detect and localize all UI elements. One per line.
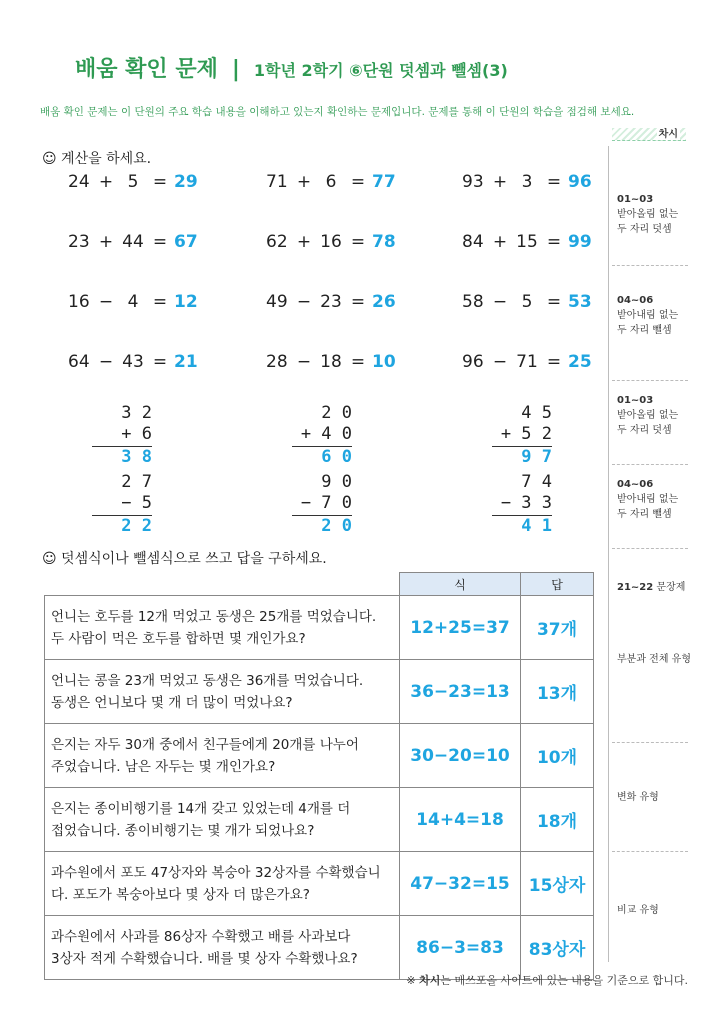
problem-line: 3상자 적게 수확했습니다. 배를 몇 상자 수확했나요?: [51, 950, 358, 967]
word-problem-table: [44, 572, 594, 980]
problem-text: [45, 724, 400, 788]
equation-equals: =: [546, 232, 562, 252]
sidebar-type: 변화 유형: [617, 792, 659, 803]
equation-operand: 43: [122, 352, 144, 372]
problem-text: [45, 852, 400, 916]
column-header-formula: 식: [400, 573, 521, 596]
table-row: [45, 724, 594, 788]
problem-answer: 15상자: [521, 852, 594, 916]
problem-formula: 30−20=10: [400, 724, 521, 788]
equation: [462, 352, 598, 372]
vertical-top: 2 0: [321, 403, 352, 423]
equation-equals: =: [350, 292, 366, 312]
vertical-problem: [92, 403, 152, 468]
sidebar-item: [617, 580, 697, 595]
sidebar-item-code: 01~03: [617, 395, 654, 406]
equation-operand: 5: [127, 172, 139, 192]
vertical-problem: [92, 472, 152, 537]
sidebar-item: [617, 393, 697, 438]
problem-text: [45, 916, 400, 980]
vertical-top: 3 2: [121, 403, 152, 423]
intro-text: 배움 확인 문제는 이 단원의 주요 학습 내용을 이해하고 있는지 확인하는 문제입니다. 문제를 통해 이 단원의 학습을 점검해 보세요.: [40, 106, 635, 118]
table-row: [45, 852, 594, 916]
problem-formula: 14+4=18: [400, 788, 521, 852]
section-heading: ☺ 덧셈식이나 뺄셈식으로 쓰고 답을 구하세요.: [42, 551, 327, 567]
page-title: 배움 확인 문제: [75, 57, 218, 82]
sidebar-separator: [612, 742, 688, 743]
problem-answer: 10개: [521, 724, 594, 788]
equation-answer: 99: [568, 232, 592, 252]
problem-text: [45, 660, 400, 724]
vertical-result: 9 7: [492, 446, 552, 468]
equation: [462, 292, 598, 312]
problem-line: 과수원에서 포도 47상자와 복숭아 32상자를 수확했습니: [51, 864, 381, 881]
equation-operator: +: [296, 172, 312, 192]
equation-operand: 4: [127, 292, 139, 312]
problem-line: 동생은 언니보다 몇 개 더 많이 먹었나요?: [51, 694, 293, 711]
sidebar-item-code: 01~03: [617, 194, 654, 205]
vertical-top: 9 0: [321, 472, 352, 492]
equation-equals: =: [152, 232, 168, 252]
vertical-top: 4 5: [521, 403, 552, 423]
equation-operator: +: [98, 172, 114, 192]
sidebar-separator: [612, 851, 688, 852]
problem-line: 접었습니다. 종이비행기는 몇 개가 되었나요?: [51, 822, 315, 839]
equation-operator: −: [98, 292, 114, 312]
sidebar-item-line: 두 자리 뺄셈: [617, 325, 672, 336]
problem-answer: 83상자: [521, 916, 594, 980]
problem-line: 은지는 자두 30개 중에서 친구들에게 20개를 나누어: [51, 736, 359, 753]
footer-text: 는 매쓰포올 사이트에 있는 내용을 기준으로 합니다.: [440, 974, 688, 987]
equation: [266, 292, 402, 312]
problem-line: 과수원에서 사과를 86상자 수확했고 배를 사과보다: [51, 928, 351, 945]
equation-operand: 71: [266, 172, 288, 192]
equation-operator: +: [492, 232, 508, 252]
column-header-answer: 답: [521, 573, 594, 596]
equation-operator: −: [296, 352, 312, 372]
vertical-top: 7 4: [521, 472, 552, 492]
equation-operand: 62: [266, 232, 288, 252]
vertical-result: 4 1: [492, 515, 552, 537]
sidebar-item-line: 두 자리 덧셈: [617, 425, 672, 436]
sidebar-header: [612, 128, 686, 141]
equation-operand: 16: [320, 232, 342, 252]
equation-operand: 16: [68, 292, 90, 312]
vertical-result: 6 0: [292, 446, 352, 468]
table-row: [45, 596, 594, 660]
equation-operand: 84: [462, 232, 484, 252]
equation-answer: 12: [174, 292, 198, 312]
page-subtitle: 1학년 2학기 ⑥단원 덧셈과 뺄셈(3): [253, 61, 508, 80]
equation: [68, 172, 204, 192]
equation-operator: +: [492, 172, 508, 192]
equation-operand: 5: [521, 292, 533, 312]
equation-answer: 78: [372, 232, 396, 252]
equation-operand: 6: [325, 172, 337, 192]
vertical-problem: [292, 472, 352, 537]
vertical-bottom: − 7 0: [300, 493, 352, 513]
footer-mark: ※: [406, 974, 416, 987]
table-row: [45, 788, 594, 852]
equation-answer: 25: [568, 352, 592, 372]
equation-answer: 29: [174, 172, 198, 192]
vertical-top: 2 7: [121, 472, 152, 492]
vertical-bottom: − 3 3: [500, 493, 552, 513]
equation: [68, 232, 204, 252]
vertical-bottom: + 6: [121, 424, 152, 444]
equation-equals: =: [350, 232, 366, 252]
equation-operator: −: [492, 352, 508, 372]
sidebar-separator: [612, 464, 688, 465]
problem-line: 언니는 호두를 12개 먹었고 동생은 25개를 먹었습니다.: [51, 608, 377, 625]
problem-formula: 12+25=37: [400, 596, 521, 660]
equation-operand: 93: [462, 172, 484, 192]
equation: [68, 292, 204, 312]
sidebar-item-code: 04~06: [617, 295, 654, 306]
equation: [68, 352, 204, 372]
vertical-result: 2 0: [292, 515, 352, 537]
sidebar-item-code: 21~22: [617, 582, 654, 593]
equation-operator: −: [98, 352, 114, 372]
footer-note: [406, 972, 688, 988]
equation-operand: 58: [462, 292, 484, 312]
equation-answer: 67: [174, 232, 198, 252]
equation-operand: 71: [516, 352, 538, 372]
sidebar-separator: [612, 380, 688, 381]
equation-answer: 10: [372, 352, 396, 372]
sidebar-item-code: 04~06: [617, 479, 654, 490]
page-title-bar: [75, 52, 508, 83]
equation-equals: =: [152, 172, 168, 192]
equation-equals: =: [546, 172, 562, 192]
sidebar-item-line: 문장제: [656, 582, 686, 593]
problem-line: 다. 포도가 복숭아보다 몇 상자 더 많은가요?: [51, 886, 310, 903]
equation: [462, 172, 598, 192]
equation-operand: 23: [320, 292, 342, 312]
problem-line: 두 사람이 먹은 호두를 합하면 몇 개인가요?: [51, 630, 306, 647]
problem-answer: 13개: [521, 660, 594, 724]
equation-operator: −: [296, 292, 312, 312]
problem-answer: 37개: [521, 596, 594, 660]
problem-line: 언니는 콩을 23개 먹었고 동생은 36개를 먹었습니다.: [51, 672, 364, 689]
equation-operand: 3: [521, 172, 533, 192]
equation-operand: 28: [266, 352, 288, 372]
equation-operand: 24: [68, 172, 90, 192]
equation-answer: 77: [372, 172, 396, 192]
problem-line: 주었습니다. 남은 자두는 몇 개인가요?: [51, 758, 276, 775]
equation-equals: =: [152, 292, 168, 312]
equation-operand: 15: [516, 232, 538, 252]
vertical-problem: [492, 403, 552, 468]
equation: [462, 232, 598, 252]
sidebar-item: [617, 293, 697, 338]
sidebar-header-label: 차시: [657, 125, 680, 140]
section-heading: ☺ 계산을 하세요.: [42, 151, 152, 167]
equation-operand: 49: [266, 292, 288, 312]
equation-answer: 26: [372, 292, 396, 312]
problem-text: [45, 788, 400, 852]
vertical-result: 2 2: [92, 515, 152, 537]
sidebar-item: [617, 192, 697, 237]
sidebar-separator: [612, 265, 688, 266]
footer-bold: 차시: [419, 974, 441, 987]
title-divider: |: [231, 57, 240, 82]
problem-answer: 18개: [521, 788, 594, 852]
equation-operand: 44: [122, 232, 144, 252]
problem-formula: 47−32=15: [400, 852, 521, 916]
vertical-bottom: − 5: [121, 493, 152, 513]
equation-answer: 96: [568, 172, 592, 192]
problem-formula: 86−3=83: [400, 916, 521, 980]
sidebar-item-line: 두 자리 뺄셈: [617, 509, 672, 520]
table-row: [45, 916, 594, 980]
equation-operand: 18: [320, 352, 342, 372]
vertical-bottom: + 4 0: [300, 424, 352, 444]
table-header-row: [45, 573, 594, 596]
equation-equals: =: [350, 172, 366, 192]
problem-text: [45, 596, 400, 660]
table-header-empty: [45, 573, 400, 596]
sidebar-separator: [612, 548, 688, 549]
equation-operand: 23: [68, 232, 90, 252]
equation-answer: 53: [568, 292, 592, 312]
equation-equals: =: [152, 352, 168, 372]
sidebar-item-line: 받아올림 없는: [617, 209, 679, 220]
equation-operand: 64: [68, 352, 90, 372]
vertical-bottom: + 5 2: [500, 424, 552, 444]
equation-operator: +: [98, 232, 114, 252]
vertical-problem: [492, 472, 552, 537]
equation-operator: −: [492, 292, 508, 312]
equation-equals: =: [546, 292, 562, 312]
sidebar-type: 비교 유형: [617, 905, 659, 916]
problem-line: 은지는 종이비행기를 14개 갖고 있었는데 4개를 더: [51, 800, 351, 817]
vertical-problem: [292, 403, 352, 468]
equation: [266, 352, 402, 372]
sidebar-item-line: 받아내림 없는: [617, 310, 679, 321]
sidebar-item-line: 받아내림 없는: [617, 494, 679, 505]
table-row: [45, 660, 594, 724]
sidebar-type: 부분과 전체 유형: [617, 654, 691, 665]
equation-operator: +: [296, 232, 312, 252]
sidebar-divider-line: [608, 146, 609, 962]
equation-operand: 96: [462, 352, 484, 372]
equation-answer: 21: [174, 352, 198, 372]
sidebar-item-line: 두 자리 덧셈: [617, 224, 672, 235]
equation: [266, 172, 402, 192]
sidebar-item-line: 받아올림 없는: [617, 410, 679, 421]
equation-equals: =: [350, 352, 366, 372]
sidebar-item: [617, 477, 697, 522]
equation: [266, 232, 402, 252]
problem-formula: 36−23=13: [400, 660, 521, 724]
vertical-result: 3 8: [92, 446, 152, 468]
equation-equals: =: [546, 352, 562, 372]
